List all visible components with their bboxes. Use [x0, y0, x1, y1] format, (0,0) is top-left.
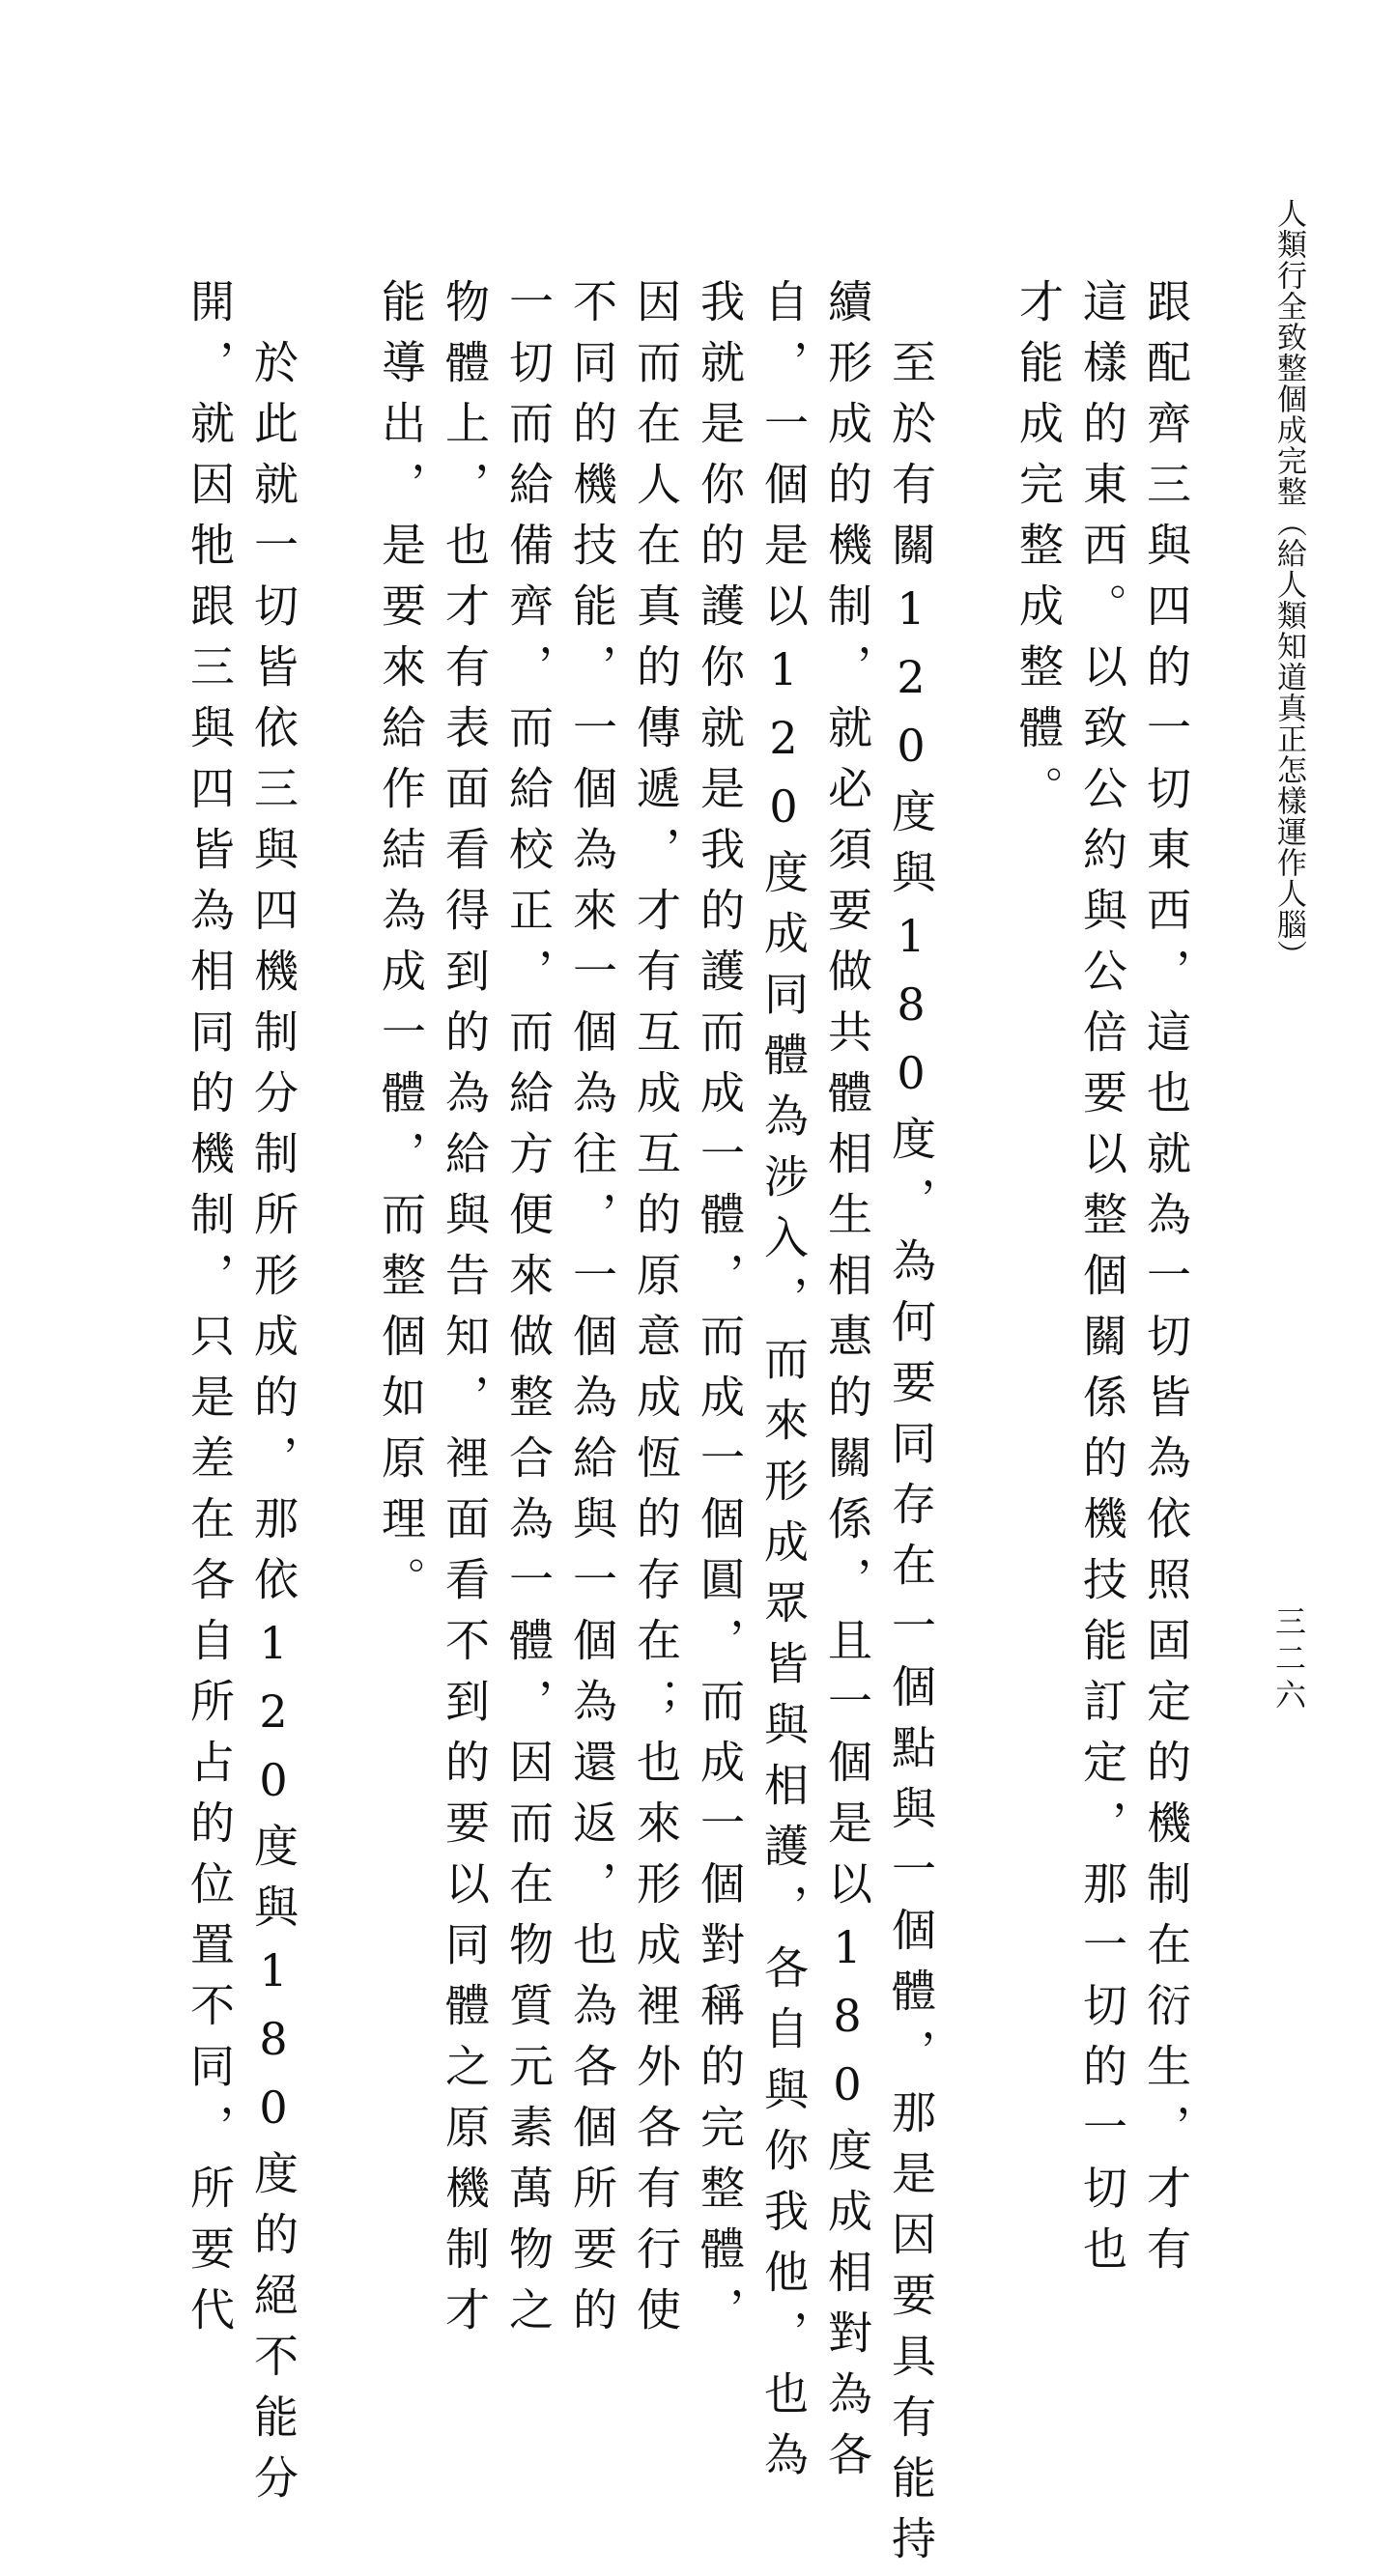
text-line: 才能成完整成整體。 — [1012, 278, 1065, 826]
text-line: 自，一個是以120度成同體為涉入，而來形成眾皆與相護，各自與你我他，也為 — [757, 278, 810, 2492]
text-line: 這樣的東西。以致公約與公倍要以整個關係的機技能訂定，那一切的一切也 — [1076, 278, 1128, 2286]
text-line: 能導出，是要來給作結為成一體，而整個如原理。 — [375, 278, 427, 1617]
text-line: 因而在人在真的傳遞，才有互成互的原意成恆的存在；也來形成裡外各有行使 — [630, 278, 682, 2347]
text-line: 我就是你的護你就是我的護而成一體，而成一個圓，而成一個對稱的完整體， — [694, 278, 746, 2347]
text-line: 跟配齊三與四的一切東西，這也就為一切皆為依照固定的機制在衍生，才有 — [1140, 278, 1192, 2286]
text-line: 續形成的機制，就必須要做共體相生相惠的關係，且一個是以180度成相對為各 — [821, 278, 873, 2492]
text-line: 於此就一切皆依三與四機制分制所形成的，那依120度與180度的絕不能分 — [247, 278, 299, 2515]
text-line: 一切而給備齊，而給校正，而給方便來做整合為一體，因而在物質元素萬物之 — [502, 278, 555, 2347]
text-line: 物體上，也才有表面看得到的為給與告知，裡面看不到的要以同體之原機制才 — [439, 278, 491, 2347]
running-title: 人類行全致整個成完整（給人類知道真正怎樣運作人腦） — [1271, 198, 1306, 971]
text-line: 至於有關120度與180度，為何要同存在一個點與一個體，那是因要具有能持 — [885, 278, 937, 2576]
page-number: 三二六 — [1270, 1605, 1307, 1715]
text-line: 開，就因牠跟三與四皆為相同的機制，只是差在各自所占的位置不同，所要代 — [184, 278, 236, 2347]
text-line: 不同的機技能，一個為來一個為往，一個為給與一個為還返，也為各個所要的 — [566, 278, 618, 2347]
